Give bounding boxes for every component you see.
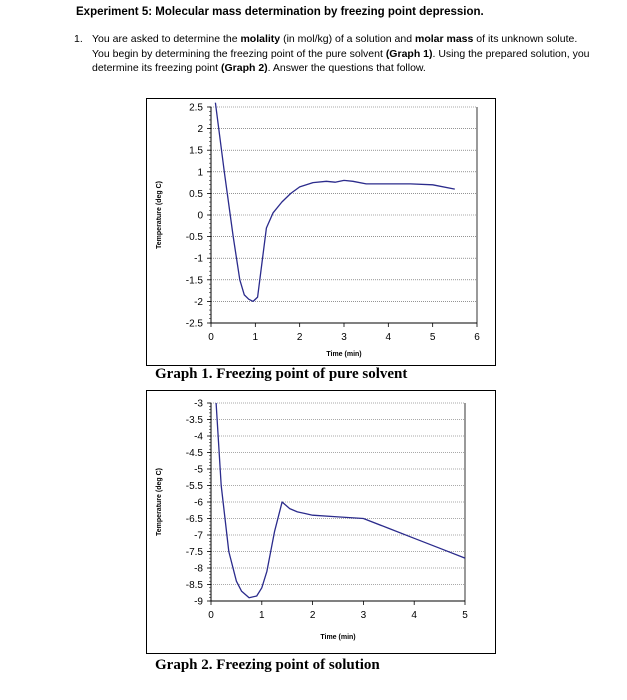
graph-1-chart [147,99,495,365]
y-tick-label: -4 [194,431,203,443]
y-tick-label: -7 [194,530,203,542]
graph-2-frame [146,390,496,654]
y-tick-label: -2 [194,296,203,308]
question-text-run: (in mol/kg) of a solution and [280,33,415,45]
y-axis-title: Temperature (deg C) [156,468,163,536]
x-tick-label: 3 [341,332,347,343]
x-tick-label: 2 [296,332,303,343]
y-tick-label: -8.5 [185,580,203,591]
y-axis-title: Temperature (deg C) [156,181,163,249]
y-tick-label: -1.5 [185,275,203,287]
y-tick-label: -6.5 [185,514,203,525]
x-tick-label: 2 [309,610,316,621]
series-line [215,103,454,302]
y-tick-label: -1 [194,253,203,265]
question-1 [74,32,594,76]
y-tick-label: -5.5 [185,481,203,492]
question-bold-term: molality [240,33,281,45]
y-tick-label: -6 [194,497,203,509]
y-tick-label: 0.5 [189,188,203,200]
y-tick-label: 1 [197,167,203,179]
x-tick-label: 0 [208,610,214,621]
y-tick-label: -3.5 [185,415,203,426]
y-tick-label: 0 [197,210,203,222]
question-text-run: of its unknown solute. You begin by determining the freezing point of the pure solvent [92,33,578,60]
x-tick-label: 0 [208,332,214,343]
question-bold-term: (Graph 1) [385,47,433,60]
y-tick-label: -5 [194,464,203,476]
x-tick-label: 5 [429,332,436,343]
y-tick-label: -0.5 [185,232,203,244]
question-text-run: You are asked to determine the [92,33,241,45]
x-tick-label: 1 [252,332,259,343]
y-tick-label: 1.5 [189,145,203,157]
question-text-run: . Using the prepared solution, you determine its freezing point [92,47,590,74]
graph-1-caption: Graph 1. Freezing point of pure solvent [155,366,408,382]
x-tick-label: 5 [462,610,468,621]
document-title: Experiment 5: Molecular mass determination by freezing point depression. [76,6,484,18]
x-tick-label: 4 [411,610,417,621]
x-tick-label: 3 [360,610,367,621]
graph-1-frame [146,98,496,366]
y-tick-label: -3 [194,398,203,410]
series-line [216,403,465,598]
question-text [92,32,594,76]
x-axis-title: Time (min) [326,351,362,358]
x-tick-label: 1 [259,610,265,621]
y-tick-label: -2.5 [185,318,203,330]
y-tick-label: -9 [194,596,203,608]
x-axis-title: Time (min) [320,634,356,641]
x-tick-label: 4 [385,332,392,343]
question-bold-term: molar mass [414,33,474,45]
y-tick-label: 2.5 [189,102,203,114]
y-tick-label: -8 [194,563,203,575]
question-bold-term: (Graph 2) [220,62,268,74]
y-tick-label: -7.5 [185,547,203,558]
y-tick-label: -4.5 [185,448,203,459]
question-text-run: . Answer the questions that follow. [267,62,426,74]
x-tick-label: 6 [474,332,480,343]
y-tick-label: 2 [197,124,203,136]
graph-2-caption: Graph 2. Freezing point of solution [155,657,380,673]
graph-2-chart [147,391,495,653]
question-number: 1. [74,33,83,45]
